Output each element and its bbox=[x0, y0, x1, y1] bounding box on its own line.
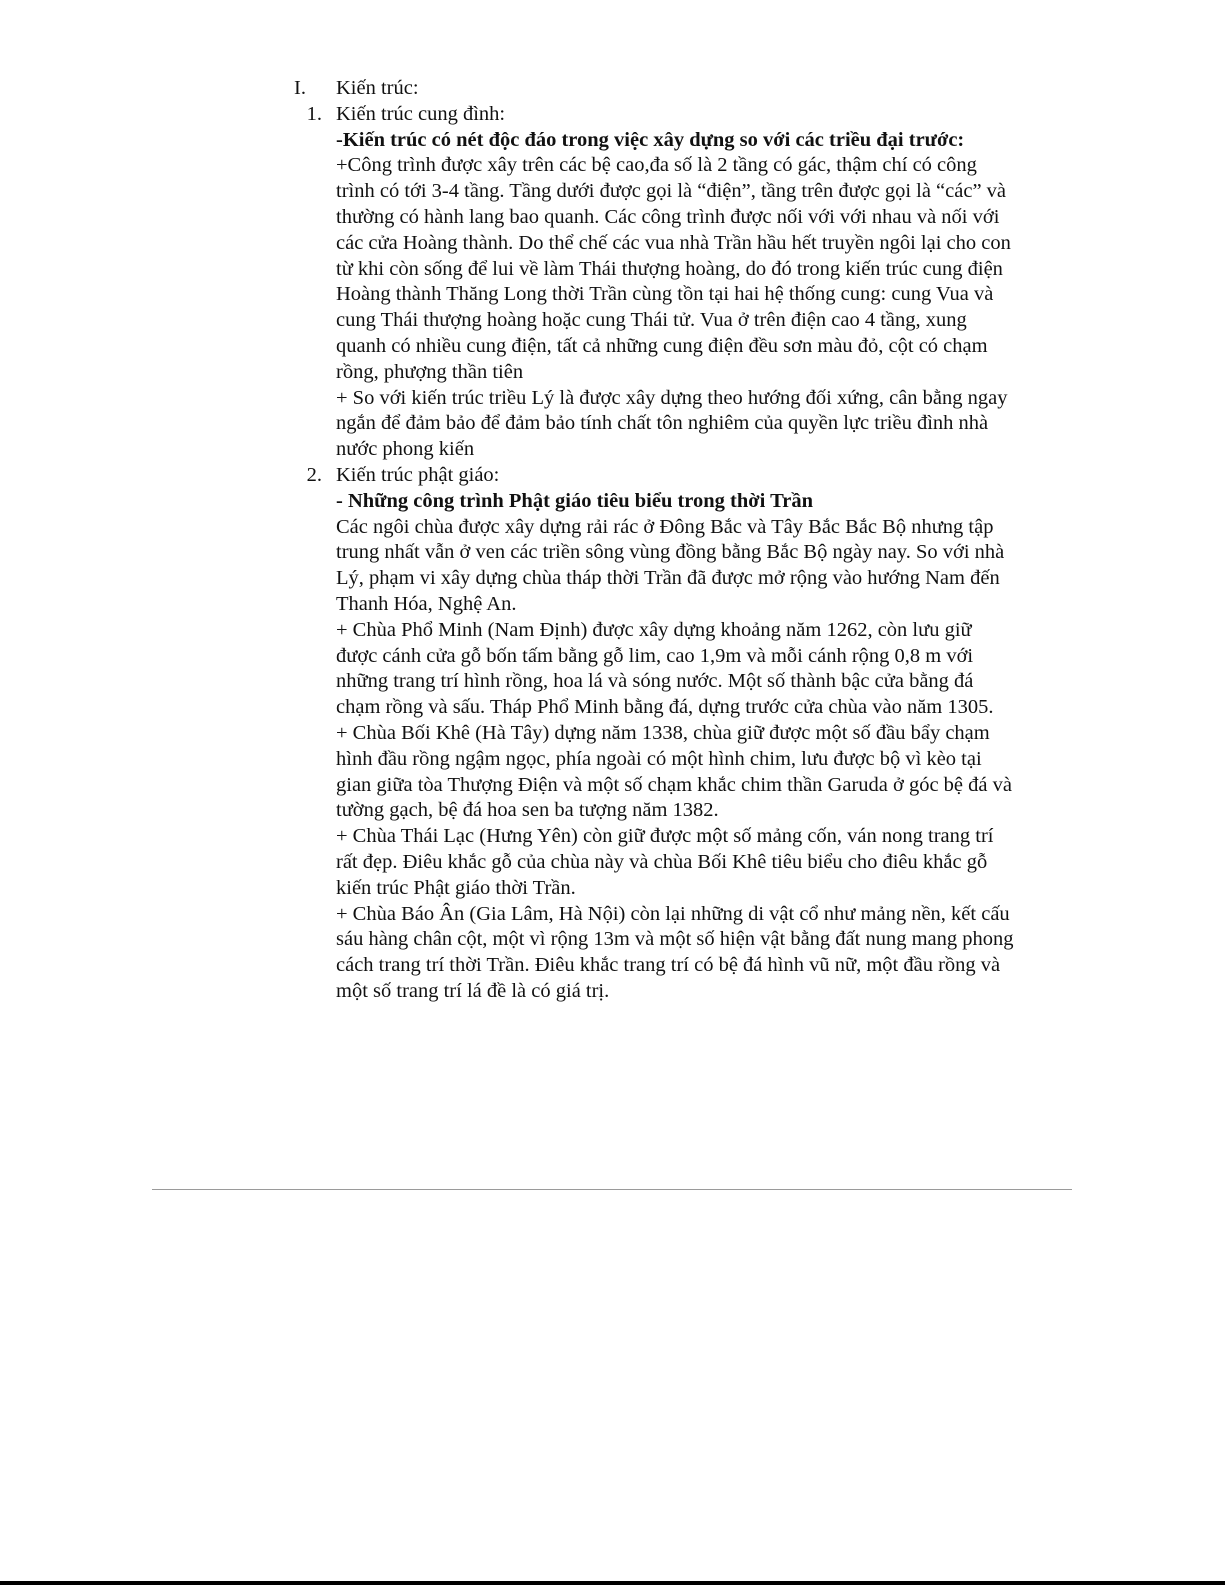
section1-paragraph-1: +Công trình được xây trên các bệ cao,đa số là 2 tầng có gác, thậm chí có công trình có tới 3-4 tầng. Tầng dưới được gọi là “điện”, tầng trên được gọi là “các” và thường có hành lang bao quanh. Các công trình được nối với với nhau và nối với các cửa Hoàng thành. Do thể chế các vua nhà Trần hầu hết truyền ngôi lại cho con từ khi còn sống để lui về làm Thái thượng hoàng, do đó trong kiến trúc cung điện Hoàng thành Thăng Long thời Trần cùng tồn tại hai hệ thống cung: cung Vua và cung Thái thượng hoàng hoặc cung Thái tử. Vua ở trên điện cao 4 tầng, xung quanh có nhiều cung điện, tất cả những cung điện đều sơn màu đỏ, cột có chạm rồng, phượng thần tiên bbox=[336, 154, 1011, 383]
heading-title: Kiến trúc: bbox=[336, 77, 419, 99]
document-body bbox=[294, 76, 1014, 1005]
heading-row bbox=[294, 76, 1014, 102]
section2-number: 2. bbox=[306, 463, 322, 486]
section2-paragraph-2: + Chùa Phổ Minh (Nam Định) được xây dựng khoảng năm 1262, còn lưu giữ được cánh cửa gỗ bốn tấm bằng gỗ lim, cao 1,9m và mỗi cánh rộng 0,8 m với những trang trí hình rồng, hoa lá và sóng nước. Một số thành bậc cửa bằng đá chạm rồng và sấu. Tháp Phổ Minh bằng đá, dựng trước cửa chùa vào năm 1305. bbox=[336, 618, 994, 719]
page-divider bbox=[152, 1189, 1072, 1190]
section2-title: Kiến trúc phật giáo: bbox=[336, 463, 500, 486]
heading-numeral: I. bbox=[294, 77, 306, 99]
section2-paragraph-1: Các ngôi chùa được xây dựng rải rác ở Đông Bắc và Tây Bắc Bắc Bộ nhưng tập trung nhất vẫn ở ven các triền sông vùng đồng bằng Bắc Bộ ngày nay. So với nhà Lý, phạm vi xây dựng chùa tháp thời Trần đã được mở rộng vào hướng Nam đến Thanh Hóa, Nghệ An. bbox=[336, 515, 1005, 615]
section1-row bbox=[294, 102, 1014, 128]
section2-body bbox=[336, 489, 1014, 1005]
section1-paragraph-2: + So với kiến trúc triều Lý là được xây dựng theo hướng đối xứng, cân bằng ngay ngắn để đảm bảo để đảm bảo tính chất tôn nghiêm của quyền lực triều đình nhà nước phong kiến bbox=[336, 386, 1008, 461]
section1-body bbox=[336, 128, 1014, 463]
page-bottom-edge bbox=[0, 1581, 1225, 1585]
section2-subtitle: - Những công trình Phật giáo tiêu biểu trong thời Trần bbox=[336, 489, 813, 512]
section2-row bbox=[294, 463, 1014, 489]
section2-paragraph-4: + Chùa Thái Lạc (Hưng Yên) còn giữ được một số mảng cốn, ván nong trang trí rất đẹp. Điêu khắc gỗ của chùa này và chùa Bối Khê tiêu biểu cho điêu khắc gỗ kiến trúc Phật giáo thời Trần. bbox=[336, 825, 994, 899]
section2-paragraph-3: + Chùa Bối Khê (Hà Tây) dựng năm 1338, chùa giữ được một số đầu bẩy chạm hình đầu rồng ngậm ngọc, phía ngoài có một hình chim, lưu được bộ vì kèo tại gian giữa tòa Thượng Điện và một số chạm khắc chim thần Garuda ở góc bệ đá và tường gạch, bệ đá hoa sen ba tượng năm 1382. bbox=[336, 721, 1012, 822]
section1-title: Kiến trúc cung đình: bbox=[336, 102, 506, 125]
section1-subtitle: -Kiến trúc có nét độc đáo trong việc xây dựng so với các triều đại trước: bbox=[336, 128, 965, 151]
section2-paragraph-5: + Chùa Báo Ân (Gia Lâm, Hà Nội) còn lại những di vật cổ như mảng nền, kết cấu sáu hàng chân cột, một vì rộng 13m và một số hiện vật bằng đất nung mang phong cách trang trí thời Trần. Điêu khắc trang trí có bệ đá hình vũ nữ, một đầu rồng và một số trang trí lá đề là có giá trị. bbox=[336, 902, 1014, 1002]
section1-number: 1. bbox=[306, 102, 322, 125]
